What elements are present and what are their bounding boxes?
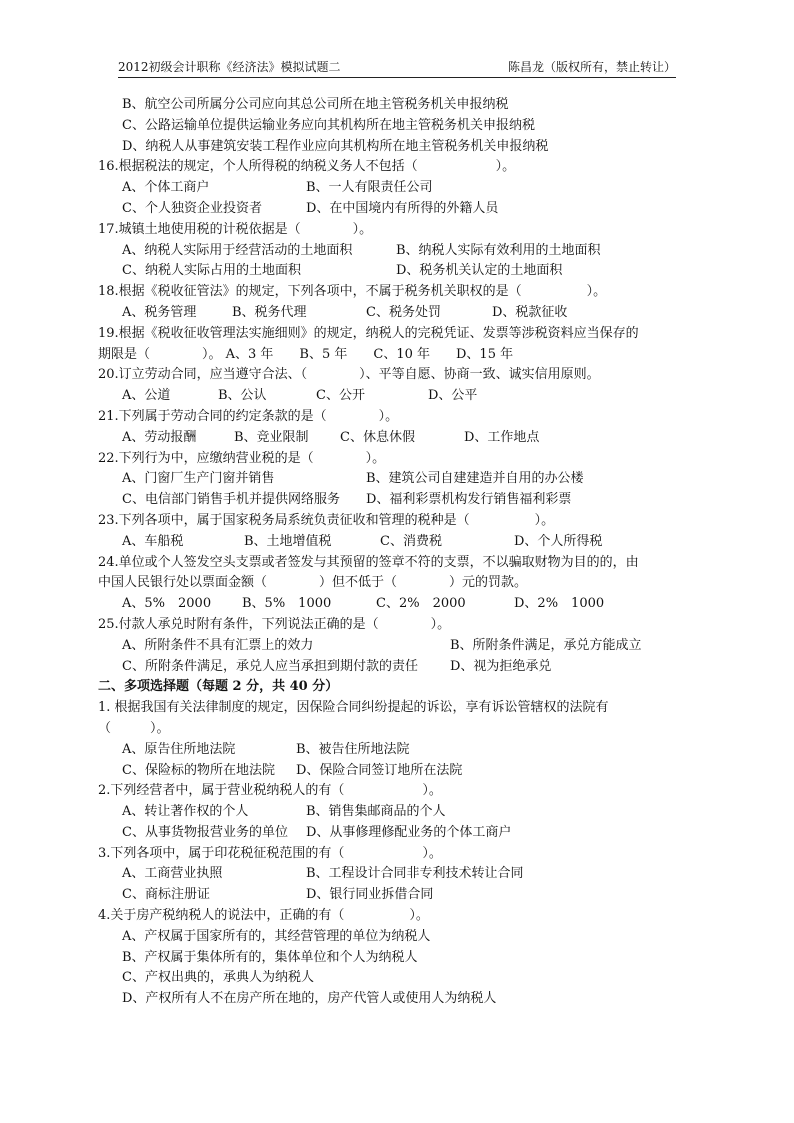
option-text: D、公平 [428,388,478,404]
option-row [98,261,683,282]
option-text: D、产权所有人不在房产所在地的，房产代管人或使用人为纳税人 [122,991,497,1007]
option-line [98,989,683,1010]
question-line: （ ）。 [98,720,170,736]
option-row [98,386,683,407]
option-row [98,241,683,262]
question-line: 3.下列各项中，属于印花税征税范围的有（ ）。 [98,845,442,861]
question-line: 21.下列属于劳动合同的约定条款的是（ ）。 [98,408,399,424]
option-text: C、商标注册证 [122,887,210,903]
option-text: D、在中国境内有所得的外籍人员 [306,200,499,216]
option-row [98,594,683,615]
option-text: A、个体工商户 [122,180,210,196]
option-text: B、建筑公司自建建造并自用的办公楼 [366,471,584,487]
option-text: C、消费税 [380,533,442,549]
option-text: C、产权出典的，承典人为纳税人 [122,970,314,986]
question-line: 期限是（ ）。 A、3 年 B、5 年 C、10 年 D、15 年 [98,346,514,362]
header-copyright: 陈昌龙（版权所有，禁止转让） [507,60,676,74]
option-text: A、转让著作权的个人 [122,804,249,820]
option-line [98,968,683,989]
option-text: A、所附条件不具有汇票上的效力 [122,637,314,653]
option-text: B、公认 [218,388,267,404]
option-row [98,761,683,782]
option-text: B、销售集邮商品的个人 [306,804,446,820]
option-row [98,823,683,844]
option-text: C、个人独资企业投资者 [122,200,262,216]
option-text: D、税款征收 [492,304,568,320]
option-row [98,657,683,678]
question-line: 17.城镇土地使用税的计税依据是（ ）。 [98,221,373,237]
option-text: B、工程设计合同非专利技术转让合同 [306,866,524,882]
question-line: 1. 根据我国有关法律制度的规定，因保险合同纠纷提起的诉讼，享有诉讼管辖权的法院有 [98,700,609,716]
option-row [98,885,683,906]
option-row [98,864,683,885]
option-text: C、休息休假 [340,429,415,445]
option-row [98,178,683,199]
option-text: B、土地增值税 [244,533,332,549]
option-text: D、2% 1000 [514,596,605,612]
exam-content [98,95,683,1010]
option-text: B、5% 1000 [242,596,332,612]
option-text: D、个人所得税 [514,533,603,549]
option-text: C、公路运输单位提供运输业务应向其机构所在地主管税务机关申报纳税 [122,117,535,133]
option-text: A、车船税 [122,533,184,549]
option-text: D、从事修理修配业务的个体工商户 [306,824,512,840]
option-text: B、竞业限制 [234,429,309,445]
option-text: C、公开 [316,388,365,404]
option-row [98,740,683,761]
option-row [98,802,683,823]
question-line: 4.关于房产税纳税人的说法中，正确的有（ ）。 [98,908,429,924]
section-title: 二、多项选择题（每题 2 分，共 40 分） [98,679,339,695]
option-text: B、产权属于集体所有的，集体单位和个人为纳税人 [122,949,418,965]
option-line [98,137,683,158]
option-text: D、福利彩票机构发行销售福利彩票 [366,492,572,508]
question-line: 25.付款人承兑时附有条件，下列说法正确的是（ ）。 [98,616,451,632]
option-text: C、纳税人实际占用的土地面积 [122,263,301,279]
question-line: 24.单位或个人签发空头支票或者签发与其预留的签章不符的支票，不以骗取财物为目的的，由 [98,554,639,570]
question-line: 2.下列经营者中，属于营业税纳税人的有（ ）。 [98,783,442,799]
option-row [98,428,683,449]
option-text: B、纳税人实际有效利用的土地面积 [396,242,601,258]
option-text: A、原告住所地法院 [122,741,236,757]
option-text: D、保险合同签订地所在法院 [296,762,463,778]
header-title: 2012初级会计职称《经济法》模拟试题二 [118,60,341,74]
option-text: A、纳税人实际用于经营活动的土地面积 [122,242,353,258]
option-text: C、2% 2000 [376,596,466,612]
question-line: 中国人民银行处以票面金额（ ）但不低于（ ）元的罚款。 [98,575,528,591]
option-text: A、工商营业执照 [122,866,223,882]
question-line: 23.下列各项中，属于国家税务局系统负责征收和管理的税种是（ ）。 [98,512,555,528]
question-line: 19.根据《税收征收管理法实施细则》的规定，纳税人的完税凭证、发票等涉税资料应当保存的 [98,325,639,341]
option-line [98,927,683,948]
option-text: A、税务管理 [122,304,197,320]
option-text: A、5% 2000 [122,596,212,612]
option-row [98,469,683,490]
option-row [98,636,683,657]
option-text: D、银行同业拆借合同 [306,887,434,903]
option-text: B、航空公司所属分公司应向其总公司所在地主管税务机关申报纳税 [122,97,509,112]
option-line [98,116,683,137]
option-text: C、所附条件满足，承兑人应当承担到期付款的责任 [122,658,418,674]
option-text: C、从事货物报营业务的单位 [122,824,288,840]
option-text: A、公道 [122,388,171,404]
option-row [98,303,683,324]
option-line [98,948,683,969]
option-text: C、电信部门销售手机并提供网络服务 [122,492,340,508]
option-line [98,95,683,116]
option-text: D、视为拒绝承兑 [450,658,552,674]
option-text: A、产权属于国家所有的，其经营管理的单位为纳税人 [122,928,431,944]
question-line: 16.根据税法的规定，个人所得税的纳税义务人不包括（ ）。 [98,159,516,175]
option-text: D、纳税人从事建筑安装工程作业应向其机构所在地主管税务机关申报纳税 [122,138,549,154]
option-row [98,490,683,511]
option-text: A、门窗厂生产门窗并销售 [122,471,275,487]
question-line: 22.下列行为中，应缴纳营业税的是（ ）。 [98,450,386,466]
option-text: C、税务处罚 [366,304,441,320]
option-text: B、被告住所地法院 [296,741,410,757]
option-text: B、所附条件满足，承兑方能成立 [450,637,642,653]
option-row [98,199,683,220]
option-text: C、保险标的物所在地法院 [122,762,275,778]
option-text: B、一人有限责任公司 [306,180,433,196]
option-text: B、税务代理 [232,304,307,320]
option-text: A、劳动报酬 [122,429,197,445]
option-text: D、工作地点 [464,429,540,445]
option-row [98,532,683,553]
question-line: 18.根据《税收征管法》的规定，下列各项中，不属于税务机关职权的是（ ）。 [98,284,607,300]
page-header [118,57,676,78]
option-text: D、税务机关认定的土地面积 [396,263,563,279]
question-line: 20.订立劳动合同，应当遵守合法、（ ）、平等自愿、协商一致、诚实信用原则。 [98,367,600,383]
